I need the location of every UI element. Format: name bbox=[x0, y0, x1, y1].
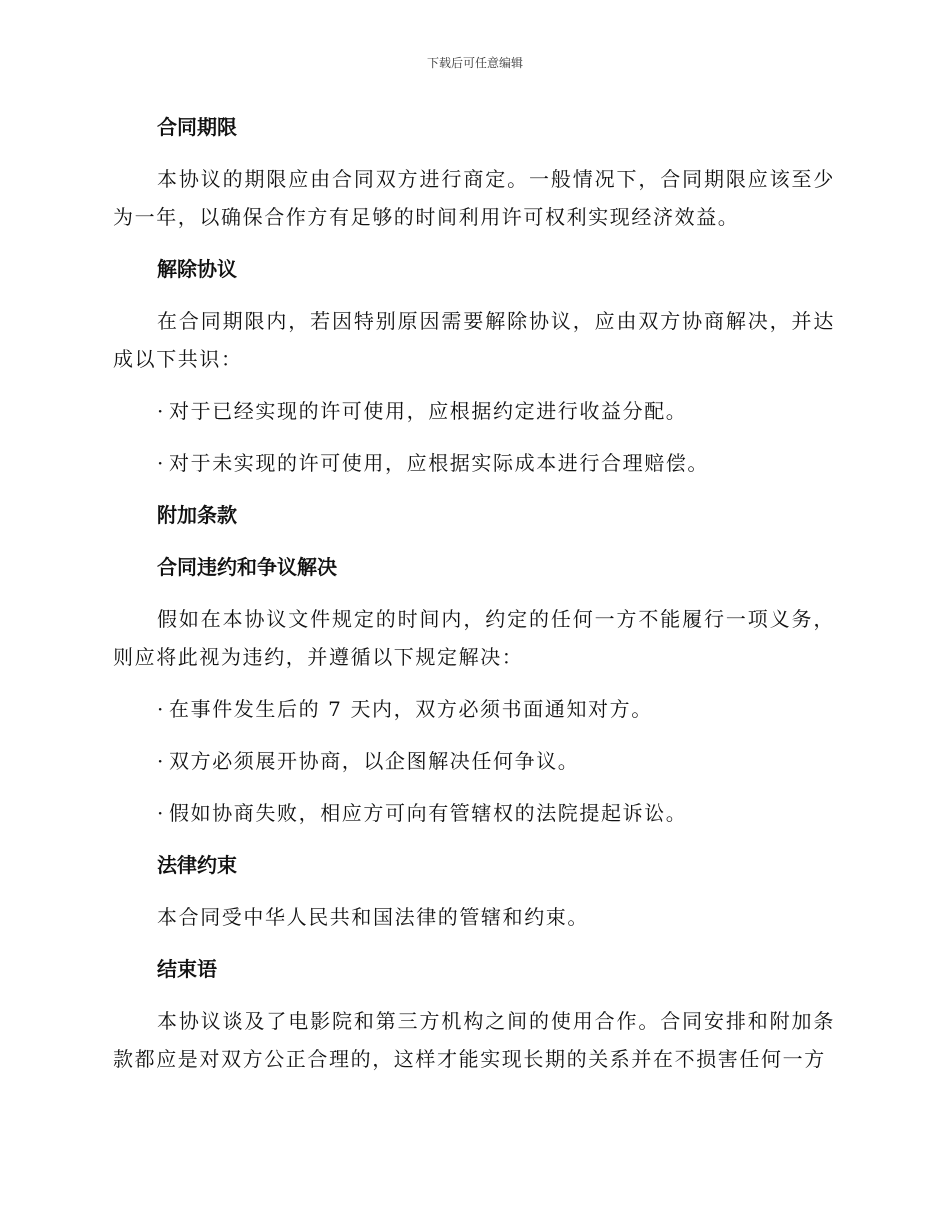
para-term: 本协议的期限应由合同双方进行商定。一般情况下，合同期限应该至少为一年，以确保合作方有足够的时间利用许可权利实现经济效益。 bbox=[113, 167, 835, 229]
heading-termination: 解除协议 bbox=[157, 257, 237, 281]
bullet-dot: · bbox=[157, 451, 165, 475]
bullet-text: 在事件发生后的 7 天内，双方必须书面通知对方。 bbox=[169, 697, 653, 721]
bullet-text: 假如协商失败，相应方可向有管辖权的法院提起诉讼。 bbox=[169, 801, 688, 825]
bullet-item bbox=[113, 690, 835, 728]
para-closing: 本协议谈及了电影院和第三方机构之间的使用合作。合同安排和附加条款都应是对双方公正合理的，这样才能实现长期的关系并在不损害任何一方 bbox=[113, 1009, 835, 1071]
bullet-dot: · bbox=[157, 399, 165, 423]
para-termination: 在合同期限内，若因特别原因需要解除协议，应由双方协商解决，并达成以下共识： bbox=[113, 309, 835, 371]
bullet-text: 双方必须展开协商，以企图解决任何争议。 bbox=[169, 749, 580, 773]
para-breach: 假如在本协议文件规定的时间内，约定的任何一方不能履行一项义务，则应将此视为违约，并遵循以下规定解决： bbox=[113, 607, 835, 669]
bullet-item bbox=[113, 742, 835, 780]
bullet-item bbox=[113, 794, 835, 832]
heading-term: 合同期限 bbox=[157, 115, 237, 139]
heading-additional: 附加条款 bbox=[157, 503, 237, 527]
heading-closing: 结束语 bbox=[157, 957, 217, 981]
page-header: 下载后可任意编辑 bbox=[426, 56, 523, 70]
bullet-dot: · bbox=[157, 697, 165, 721]
bullet-text: 对于未实现的许可使用，应根据实际成本进行合理赔偿。 bbox=[169, 451, 709, 475]
bullet-dot: · bbox=[157, 801, 165, 825]
heading-breach: 合同违约和争议解决 bbox=[157, 555, 337, 579]
bullet-item bbox=[113, 444, 835, 482]
para-law: 本合同受中华人民共和国法律的管辖和约束。 bbox=[157, 905, 589, 929]
bullet-text: 对于已经实现的许可使用，应根据约定进行收益分配。 bbox=[169, 399, 688, 423]
bullet-dot: · bbox=[157, 749, 165, 773]
bullet-item bbox=[113, 392, 835, 430]
heading-law: 法律约束 bbox=[157, 853, 237, 877]
document-body bbox=[113, 108, 835, 1092]
